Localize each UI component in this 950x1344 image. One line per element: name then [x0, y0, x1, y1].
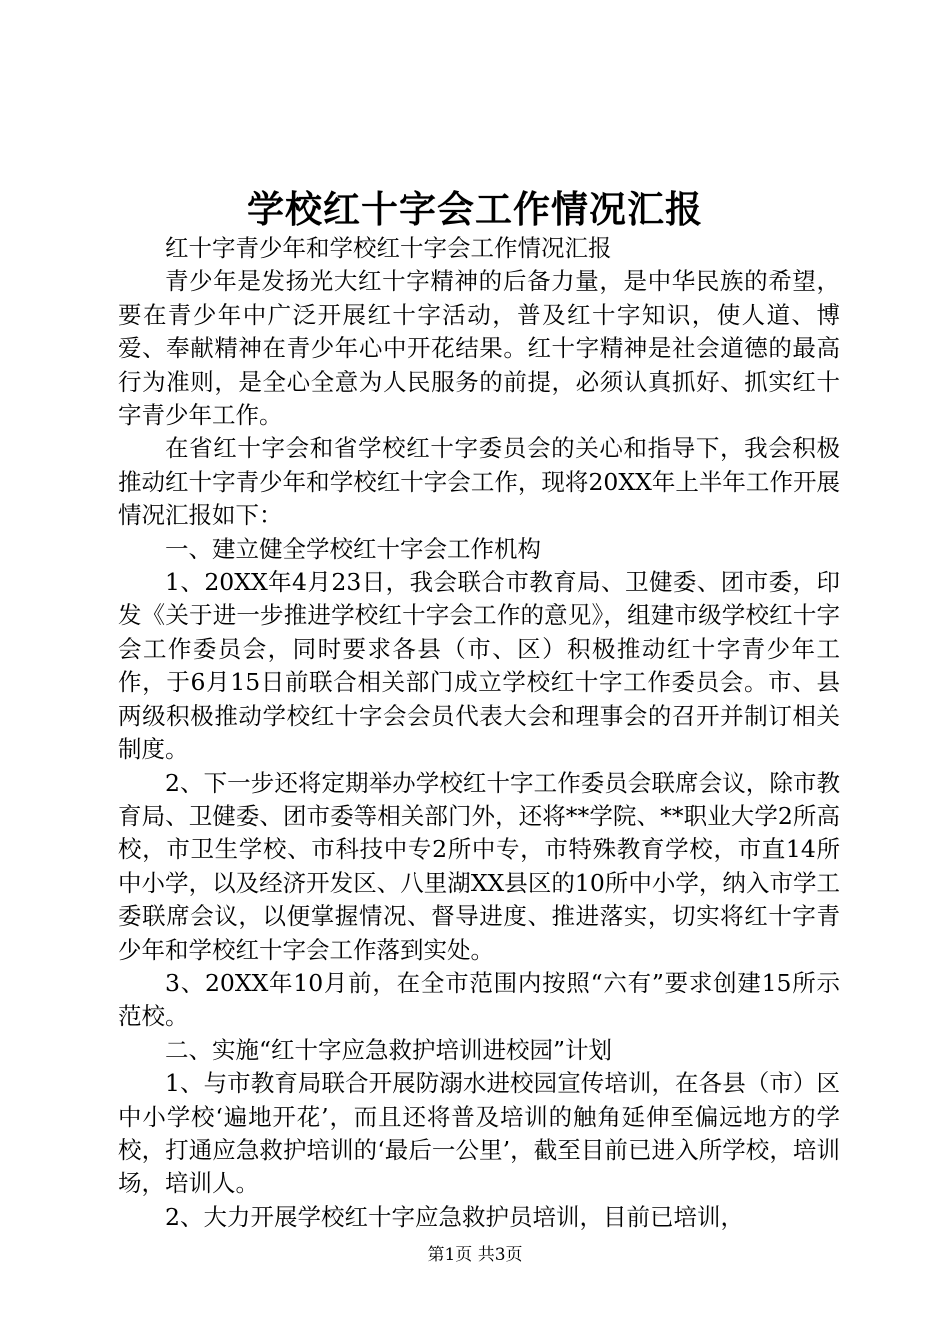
section-heading: 二、实施“红十字应急救护培训进校园”计划 — [165, 1035, 613, 1064]
paragraph-subtitle: 红十字青少年和学校红十字会工作情况汇报 — [165, 234, 612, 262]
paragraph: 2、下一步还将定期举办学校红十字工作委员会联席会议，除市教育局、卫健委、团市委等相关部门外，还将**学院、**职业大学2所高校，市卫生学校、市科技中专2所中专，市特殊教育学校，市直14所中小学，以及经济开发区、八里湖XX县区的10所中小学，纳入市学工委联席会议，以便掌握情况、督导进度、推进落实，切实将红十字青少年和学校红十字会工作落到实处。 — [118, 768, 840, 964]
document-title: 学校红十字会工作情况汇报 — [247, 187, 703, 231]
section-heading: 一、建立健全学校红十字会工作机构 — [165, 534, 541, 563]
paragraph: 1、与市教育局联合开展防溺水进校园宣传培训，在各县（市）区中小学校‘遍地开花’，而且还将普及培训的触角延伸至偏远地方的学校，打通应急救护培训的‘最后一公里’，截至目前已进入所学校，培训场，培训人。 — [118, 1069, 840, 1198]
paragraph: 2、大力开展学校红十字应急救护员培训，目前已培训， — [165, 1202, 744, 1231]
paragraph: 3、20XX年10月前，在全市范围内按照“六有”要求创建15所示范校。 — [118, 968, 840, 1031]
paragraph: 青少年是发扬光大红十字精神的后备力量，是中华民族的希望，要在青少年中广泛开展红十字活动，普及红十字知识，使人道、博爱、奉献精神在青少年心中开花结果。红十字精神是社会道德的最高行为准则，是全心全意为人民服务的前提，必须认真抓好、抓实红十字青少年工作。 — [118, 267, 840, 430]
document-body — [118, 232, 840, 1234]
paragraph: 1、20XX年4月23日，我会联合市教育局、卫健委、团市委，印发《关于进一步推进学校红十字会工作的意见》，组建市级学校红十字会工作委员会，同时要求各县（市、区）积极推动红十字青少年工作，于6月15日前联合相关部门成立学校红十字工作委员会。市、县两级积极推动学校红十字会会员代表大会和理事会的召开并制订相关制度。 — [118, 568, 840, 764]
paragraph: 在省红十字会和省学校红十字委员会的关心和指导下，我会积极推动红十字青少年和学校红十字会工作，现将20XX年上半年工作开展情况汇报如下： — [118, 434, 840, 530]
page-footer: 第1页 共3页 — [427, 1245, 523, 1265]
